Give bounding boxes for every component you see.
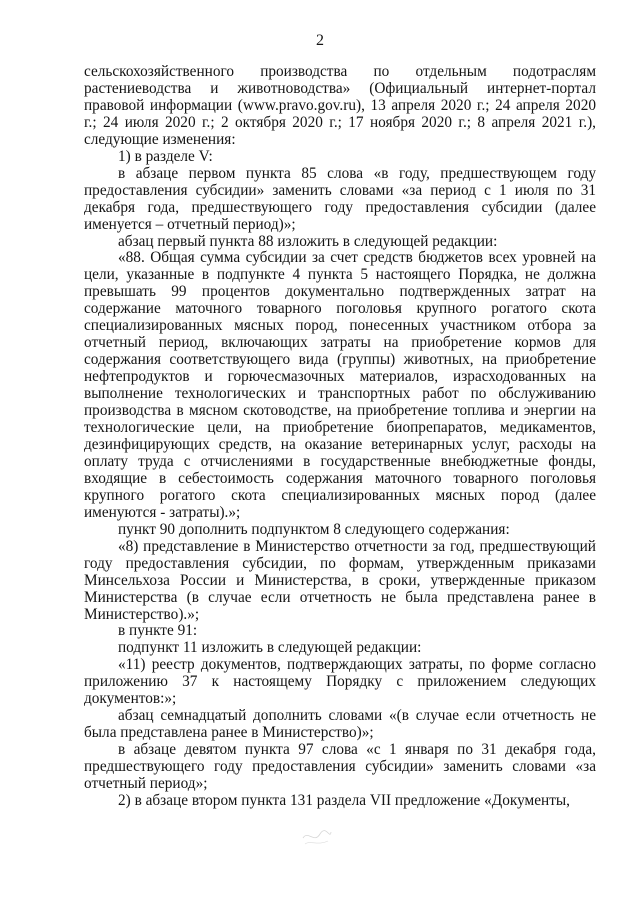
document-body bbox=[84, 64, 596, 810]
paragraph-point-90-subpoint-8: «8) представление в Министерство отчетности за год, предшествующий году предоставления субсидии, по формам, утвержденным приказами Минсельхоза России и Министерства, в сроки, утвержденные приказом Министерства (в случае если отчетность не была представлена ранее в Министерство).»; bbox=[84, 537, 596, 623]
paragraph-section-v: 1) в разделе V: bbox=[118, 147, 213, 165]
paragraph-point-90-intro: пункт 90 дополнить подпунктом 8 следующего содержания: bbox=[118, 520, 510, 538]
paragraph-point-88-intro: абзац первый пункта 88 изложить в следующей редакции: bbox=[118, 232, 498, 250]
paragraph-point-97: в абзаце девятом пункта 97 слова «с 1 января по 31 декабря года, предшествующего году предоставления субсидии» заменить словами «за отчетный период»; bbox=[84, 741, 596, 793]
paragraph-subpoint-11-text: «11) реестр документов, подтверждающих затраты, по форме согласно приложению 37 к настоящему Порядку с приложением следующих документов:»; bbox=[84, 656, 596, 708]
page-number: 2 bbox=[316, 32, 324, 49]
paragraph-point-88-text: «88. Общая сумма субсидии за счет средств бюджетов всех уровней на цели, указанные в подпункте 4 пункта 5 настоящего Порядка, не должна превышать 99 процентов документально подтвержденных затрат на содержание маточного товарного поголовья крупного рогатого скота специализированных мясных пород, понесенных участником отбора за отчетный период, включающих затраты на приобретение кормов для содержания соответствующего вида (группы) животных, на приобретение нефтепродуктов и горючесмазочных материалов, израсходованных на выполнение технологических и транспортных работ по обслуживанию производства в мясном скотоводстве, на приобретение топлива и энергии на технологические цели, на приобретение биопрепаратов, медикаментов, дезинфицирующих средств, на оказание ветеринарных услуг, расходы на оплату труда с отчислениями в государственные внебюджетные фонды, входящие в себестоимость содержания маточного товарного поголовья крупного рогатого скота специализированных мясных пород (далее именуются - затраты).»; bbox=[84, 249, 596, 521]
paragraph-point-91: в пункте 91: bbox=[118, 622, 198, 640]
paragraph-abzac-17: абзац семнадцатый дополнить словами «(в случае если отчетность не была представлена ранее в Министерство)»; bbox=[84, 707, 596, 742]
paragraph-point-85: в абзаце первом пункта 85 слова «в году, предшествующем году предоставления субсидии» заменить словами «за период с 1 июля по 31 декабря года, предшествующего году предоставления субсидии (далее именуется – отчетный период)»; bbox=[84, 164, 596, 233]
faint-stamp-mark bbox=[300, 826, 334, 848]
paragraph-intro-continuation: сельскохозяйственного производства по отдельным подотраслям растениеводства и животноводства» (Официальный интернет-портал правовой информации (www.pravo.gov.ru), 13 апреля 2020 г.; 24 апреля 2020 г.; 24 июля 2020 г.; 2 октября 2020 г.; 17 ноября 2020 г.; 8 апреля 2021 г.), следующие изменения: bbox=[84, 63, 596, 148]
paragraph-subpoint-11-intro: подпункт 11 изложить в следующей редакции: bbox=[118, 639, 422, 657]
paragraph-point-131: 2) в абзаце втором пункта 131 раздела VII предложение «Документы, bbox=[118, 791, 570, 809]
